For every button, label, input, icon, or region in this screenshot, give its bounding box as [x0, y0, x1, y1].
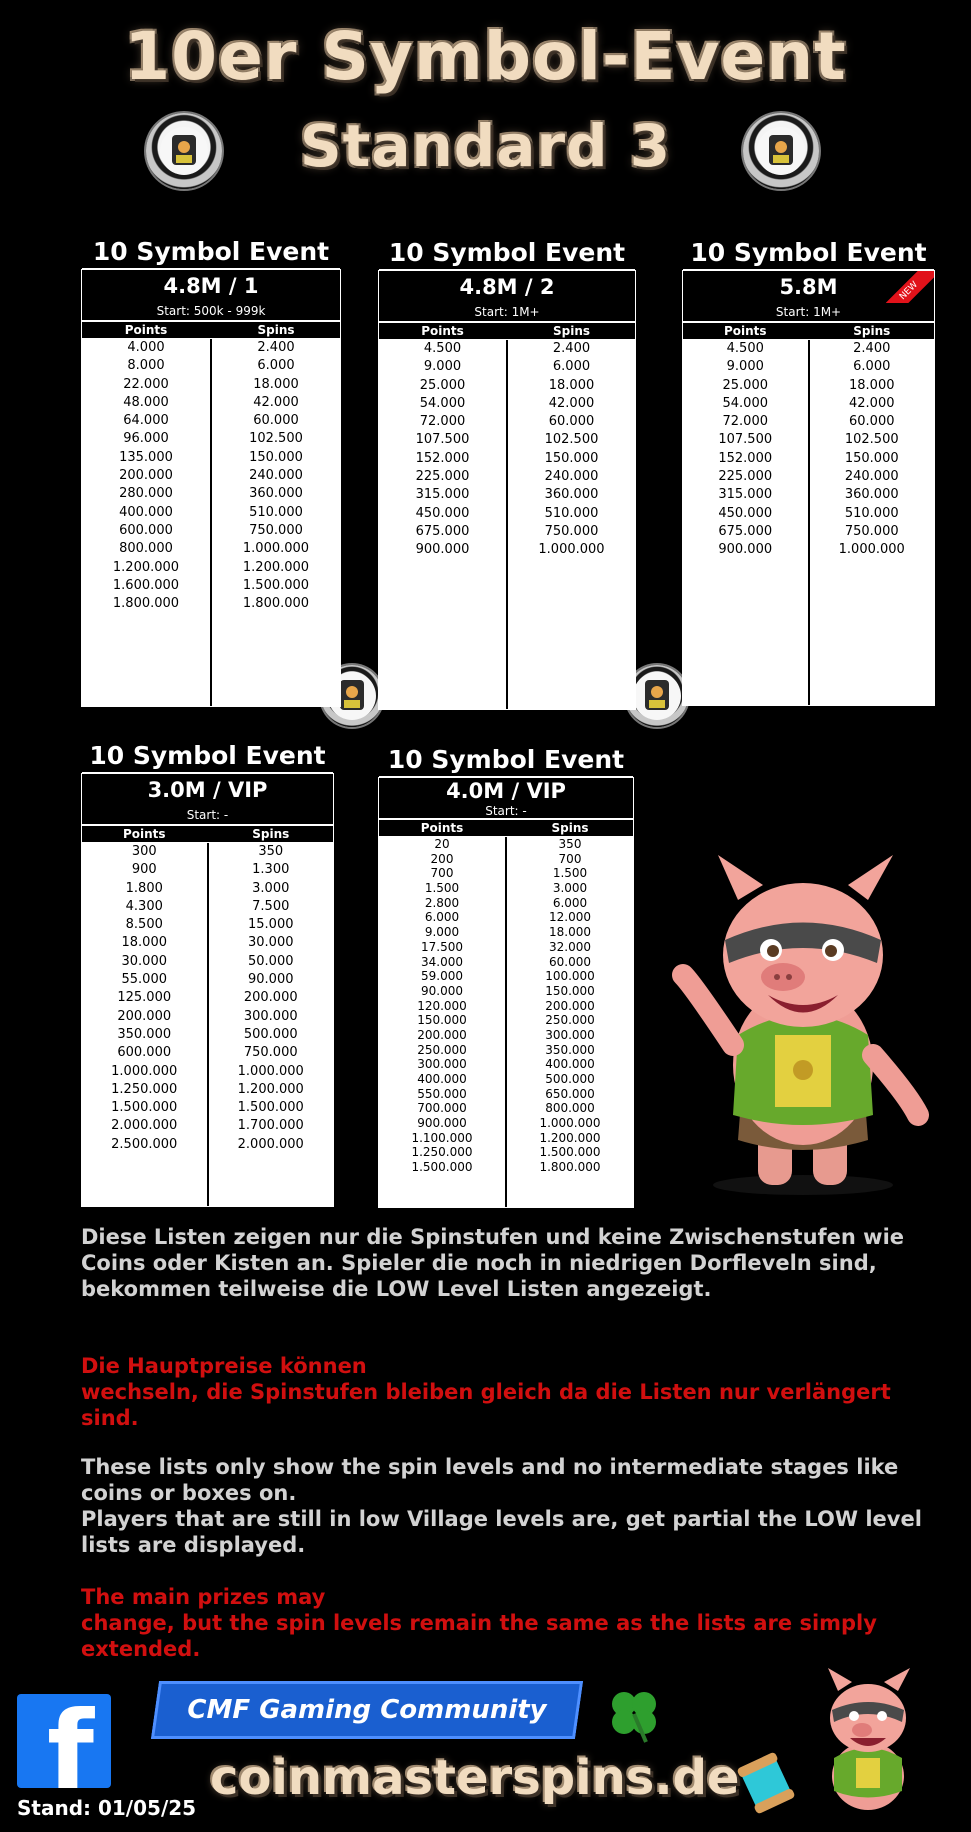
- points-cell: 225.000: [415, 469, 470, 485]
- spins-cell: 240.000: [544, 469, 599, 485]
- points-cell: 20: [434, 837, 450, 851]
- spins-cell: 102.500: [844, 432, 899, 448]
- table-header: [82, 322, 340, 339]
- points-cell: 1.000.000: [111, 1063, 178, 1079]
- spins-column: [508, 340, 635, 709]
- note-english-red-2: change, but the spin levels remain the same as the lists are simply extended.: [81, 1611, 877, 1661]
- spins-header: Spins: [257, 323, 295, 337]
- spins-cell: 350: [558, 837, 582, 851]
- spins-cell: 6.000: [552, 895, 588, 910]
- table-header: [379, 323, 635, 340]
- points-cell: 2.000.000: [111, 1118, 178, 1134]
- event-table-2: [378, 238, 636, 710]
- spins-cell: 1.000.000: [237, 1063, 304, 1079]
- spins-cell: 150.000: [844, 450, 899, 466]
- spins-cell: 3.000: [252, 880, 290, 896]
- points-cell: 59.000: [421, 969, 463, 984]
- points-cell: 315.000: [718, 487, 773, 503]
- table-header: [379, 820, 633, 837]
- spins-cell: 200.000: [243, 990, 298, 1006]
- spins-cell: 360.000: [544, 487, 599, 503]
- spins-cell: 30.000: [248, 935, 294, 951]
- points-cell: 1.250.000: [411, 1145, 473, 1160]
- points-cell: 64.000: [123, 413, 169, 429]
- points-cell: 55.000: [121, 972, 167, 988]
- spins-cell: 1.500.000: [237, 1100, 304, 1116]
- table-title: 10 Symbol Event: [82, 235, 340, 270]
- points-cell: 30.000: [121, 953, 167, 969]
- points-column: [379, 837, 507, 1207]
- points-header: Points: [379, 820, 507, 836]
- spins-cell: 18.000: [548, 377, 595, 393]
- spins-cell: 1.500.000: [539, 1145, 601, 1160]
- table-title: 10 Symbol Event: [82, 739, 333, 774]
- table-subtitle: 5.8M: [683, 271, 934, 303]
- spins-cell: 750.000: [243, 1045, 298, 1061]
- page-subtitle: Standard 3: [299, 112, 672, 180]
- spins-cell: 42.000: [849, 395, 895, 411]
- site-link[interactable]: coinmasterspins.de: [210, 1750, 740, 1806]
- points-column: [82, 843, 209, 1206]
- note-german: Diese Listen zeigen nur die Spinstufen und keine Zwischenstufen wie Coins oder Kisten an. Spieler die noch in niedrigen Dorfleveln sind, bekommen teilweise die LOW Level Listen angezeigt.: [81, 1225, 905, 1301]
- points-cell: 450.000: [415, 505, 470, 521]
- spins-cell: 150.000: [249, 449, 303, 465]
- spins-cell: 60.000: [253, 413, 299, 429]
- spins-cell: 510.000: [844, 505, 899, 521]
- spins-cell: 12.000: [549, 910, 591, 925]
- spins-cell: 6.000: [853, 359, 891, 375]
- pig-mascot-icon: [663, 855, 943, 1200]
- spins-header: Spins: [252, 827, 290, 841]
- event-table-5: [378, 745, 634, 1208]
- points-cell: 315.000: [415, 487, 470, 503]
- spins-cell: 90.000: [248, 972, 294, 988]
- spins-cell: 750.000: [844, 523, 899, 539]
- spins-cell: 800.000: [545, 1101, 595, 1116]
- points-cell: 900.000: [718, 542, 773, 558]
- cmf-banner[interactable]: [151, 1681, 583, 1739]
- table-start: Start: 1M+: [379, 303, 635, 323]
- note-english-1: These lists only show the spin levels and no intermediate stages like coins or boxes on.: [81, 1455, 899, 1505]
- spins-cell: 42.000: [253, 394, 299, 410]
- points-cell: 152.000: [415, 450, 470, 466]
- spins-cell: 1.000.000: [242, 541, 310, 557]
- spins-cell: 102.500: [544, 432, 599, 448]
- spins-cell: 510.000: [544, 505, 599, 521]
- spins-cell: 2.400: [552, 341, 591, 356]
- points-cell: 350.000: [117, 1026, 172, 1042]
- points-cell: 300: [131, 844, 157, 859]
- note-english-2: Players that are still in low Village levels are, get partial the LOW level lists are displayed.: [81, 1507, 922, 1557]
- points-cell: 700.000: [417, 1101, 467, 1116]
- spins-column: [810, 340, 935, 705]
- spins-cell: 300.000: [545, 1027, 595, 1042]
- spins-cell: 1.000.000: [838, 542, 905, 558]
- table-subtitle: 4.8M / 2: [379, 271, 635, 303]
- spins-cell: 50.000: [248, 953, 294, 969]
- points-cell: 34.000: [421, 954, 463, 969]
- points-cell: 4.000: [127, 340, 165, 355]
- spins-cell: 350: [258, 844, 284, 859]
- spin-can-icon: [735, 1752, 797, 1814]
- spins-cell: 1.300: [252, 862, 290, 878]
- spins-cell: 700: [558, 851, 582, 866]
- spins-cell: 750.000: [544, 523, 599, 539]
- points-cell: 550.000: [417, 1086, 467, 1101]
- spins-column: [212, 339, 340, 706]
- spins-cell: 1.700.000: [237, 1118, 304, 1134]
- points-column: [683, 340, 810, 705]
- facebook-icon[interactable]: f: [17, 1694, 111, 1788]
- spins-cell: 650.000: [545, 1086, 595, 1101]
- points-cell: 54.000: [722, 395, 768, 411]
- spins-cell: 42.000: [548, 395, 595, 411]
- points-cell: 72.000: [722, 414, 768, 430]
- note-german-red-2: wechseln, die Spinstufen bleiben gleich da die Listen nur verlängert sind.: [81, 1380, 891, 1430]
- points-cell: 250.000: [417, 1042, 467, 1057]
- spins-cell: 1.800.000: [539, 1160, 601, 1175]
- spins-cell: 1.200.000: [242, 559, 310, 575]
- event-table-4: [81, 741, 334, 1207]
- spins-cell: 18.000: [253, 376, 299, 392]
- spins-cell: 1.000.000: [539, 1116, 601, 1131]
- spins-cell: 60.000: [549, 954, 591, 969]
- points-header: Points: [683, 323, 810, 339]
- spins-cell: 240.000: [249, 468, 303, 484]
- table-start: Start: 1M+: [683, 303, 934, 323]
- points-cell: 4.300: [125, 898, 163, 914]
- event-table-3: [682, 238, 935, 706]
- spins-cell: 1.200.000: [237, 1081, 304, 1097]
- points-cell: 1.600.000: [112, 577, 180, 593]
- spins-cell: 60.000: [548, 414, 595, 430]
- spins-cell: 360.000: [844, 487, 899, 503]
- event-table-1: [81, 237, 341, 707]
- points-cell: 1.800.000: [112, 596, 180, 612]
- spins-cell: 150.000: [545, 983, 595, 998]
- pig-mascot-small-icon: [798, 1666, 938, 1816]
- points-cell: 225.000: [718, 469, 773, 485]
- points-cell: 1.200.000: [112, 559, 180, 575]
- points-cell: 1.800: [125, 880, 163, 896]
- points-cell: 600.000: [117, 1045, 172, 1061]
- points-cell: 1.500.000: [111, 1100, 178, 1116]
- points-cell: 200: [430, 851, 454, 866]
- page-title: 10er Symbol-Event: [124, 18, 847, 95]
- points-cell: 450.000: [718, 505, 773, 521]
- spins-column: [507, 837, 633, 1207]
- points-cell: 107.500: [415, 432, 470, 448]
- points-cell: 1.250.000: [111, 1081, 178, 1097]
- spins-cell: 1.500.000: [242, 577, 310, 593]
- points-cell: 72.000: [419, 414, 466, 430]
- spins-cell: 2.000.000: [237, 1136, 304, 1152]
- spins-cell: 6.000: [552, 359, 591, 375]
- points-cell: 90.000: [421, 983, 463, 998]
- spins-cell: 2.400: [853, 341, 891, 356]
- table-start: Start: -: [379, 804, 633, 820]
- points-cell: 17.500: [421, 939, 463, 954]
- points-cell: 25.000: [419, 377, 466, 393]
- points-header: Points: [82, 826, 209, 842]
- table-title: 10 Symbol Event: [379, 743, 633, 778]
- spins-cell: 400.000: [545, 1057, 595, 1072]
- points-cell: 2.500.000: [111, 1136, 178, 1152]
- spins-cell: 3.000: [552, 881, 588, 896]
- table-title: 10 Symbol Event: [379, 236, 635, 271]
- spins-cell: 300.000: [243, 1008, 298, 1024]
- points-cell: 1.500: [424, 881, 460, 896]
- points-cell: 300.000: [417, 1057, 467, 1072]
- points-cell: 25.000: [722, 377, 768, 393]
- points-cell: 152.000: [718, 450, 773, 466]
- points-column: [379, 340, 508, 709]
- new-tag-label: NEW: [886, 271, 934, 319]
- spins-cell: 150.000: [544, 450, 599, 466]
- spins-cell: 2.400: [257, 340, 295, 355]
- points-cell: 1.500.000: [411, 1160, 473, 1175]
- points-cell: 200.000: [117, 1008, 172, 1024]
- table-subtitle: 4.0M / VIP: [379, 778, 633, 804]
- points-cell: 2.800: [424, 895, 460, 910]
- points-cell: 8.500: [125, 917, 163, 933]
- points-cell: 900: [131, 862, 157, 878]
- spins-cell: 500.000: [243, 1026, 298, 1042]
- points-cell: 900.000: [415, 542, 470, 558]
- points-cell: 150.000: [417, 1013, 467, 1028]
- stand-date: Stand: 01/05/25: [17, 1796, 197, 1820]
- points-cell: 400.000: [417, 1072, 467, 1086]
- points-cell: 1.100.000: [411, 1130, 473, 1145]
- points-cell: 22.000: [123, 376, 169, 392]
- points-cell: 18.000: [121, 935, 167, 951]
- points-cell: 200.000: [417, 1027, 467, 1042]
- points-header: Points: [82, 322, 212, 338]
- table-start: Start: 500k - 999k: [82, 302, 340, 322]
- spins-cell: 102.500: [249, 431, 303, 447]
- table-subtitle: 4.8M / 1: [82, 270, 340, 302]
- points-cell: 700: [430, 866, 454, 881]
- points-cell: 120.000: [417, 998, 467, 1013]
- cmf-banner-label: CMF Gaming Community: [187, 1695, 547, 1725]
- spins-cell: 6.000: [257, 358, 295, 374]
- note-german-red-1: Die Hauptpreise können: [81, 1354, 367, 1378]
- cmf-badge-icon: [146, 113, 222, 189]
- spins-cell: 18.000: [549, 925, 591, 940]
- spins-column: [209, 843, 334, 1206]
- points-cell: 54.000: [419, 395, 466, 411]
- spins-cell: 15.000: [248, 917, 294, 933]
- note-english-red-1: The main prizes may: [81, 1585, 326, 1609]
- table-subtitle: 3.0M / VIP: [82, 774, 333, 806]
- points-cell: 675.000: [718, 523, 773, 539]
- table-header: [683, 323, 934, 340]
- spins-cell: 100.000: [545, 969, 595, 984]
- spins-cell: 350.000: [545, 1042, 595, 1057]
- points-header: Points: [379, 323, 508, 339]
- points-cell: 96.000: [123, 431, 169, 447]
- points-cell: 675.000: [415, 523, 470, 539]
- points-cell: 4.500: [726, 341, 764, 356]
- points-cell: 48.000: [123, 394, 169, 410]
- spins-cell: 7.500: [252, 898, 290, 914]
- spins-cell: 250.000: [545, 1013, 595, 1028]
- points-cell: 135.000: [119, 449, 173, 465]
- points-cell: 107.500: [718, 432, 773, 448]
- points-cell: 125.000: [117, 990, 172, 1006]
- spins-header: Spins: [552, 324, 591, 338]
- points-cell: 400.000: [119, 504, 173, 520]
- spins-cell: 18.000: [849, 377, 895, 393]
- spins-cell: 510.000: [249, 504, 303, 520]
- spins-cell: 360.000: [249, 486, 303, 502]
- points-column: [82, 339, 212, 706]
- spins-cell: 1.500: [552, 866, 588, 881]
- spins-header: Spins: [551, 821, 589, 835]
- spins-cell: 1.800.000: [242, 596, 310, 612]
- points-cell: 6.000: [424, 910, 460, 925]
- spins-cell: 1.000.000: [538, 542, 605, 558]
- spins-cell: 750.000: [249, 522, 303, 538]
- points-cell: 9.000: [424, 925, 460, 940]
- spins-cell: 1.200.000: [539, 1130, 601, 1145]
- points-cell: 4.500: [423, 341, 462, 356]
- spins-cell: 240.000: [844, 469, 899, 485]
- points-cell: 800.000: [119, 541, 173, 557]
- points-cell: 600.000: [119, 522, 173, 538]
- table-header: [82, 826, 333, 843]
- points-cell: 8.000: [127, 358, 165, 374]
- points-cell: 280.000: [119, 486, 173, 502]
- cmf-badge-icon: [743, 113, 819, 189]
- spins-header: Spins: [853, 324, 891, 338]
- table-start: Start: -: [82, 806, 333, 826]
- clover-icon: [602, 1680, 666, 1744]
- spins-cell: 500.000: [545, 1072, 595, 1086]
- points-cell: 9.000: [726, 359, 764, 375]
- points-cell: 200.000: [119, 468, 173, 484]
- points-cell: 9.000: [423, 359, 462, 375]
- spins-cell: 200.000: [545, 998, 595, 1013]
- table-title: 10 Symbol Event: [683, 236, 934, 271]
- spins-cell: 60.000: [849, 414, 895, 430]
- points-cell: 900.000: [417, 1116, 467, 1131]
- spins-cell: 32.000: [549, 939, 591, 954]
